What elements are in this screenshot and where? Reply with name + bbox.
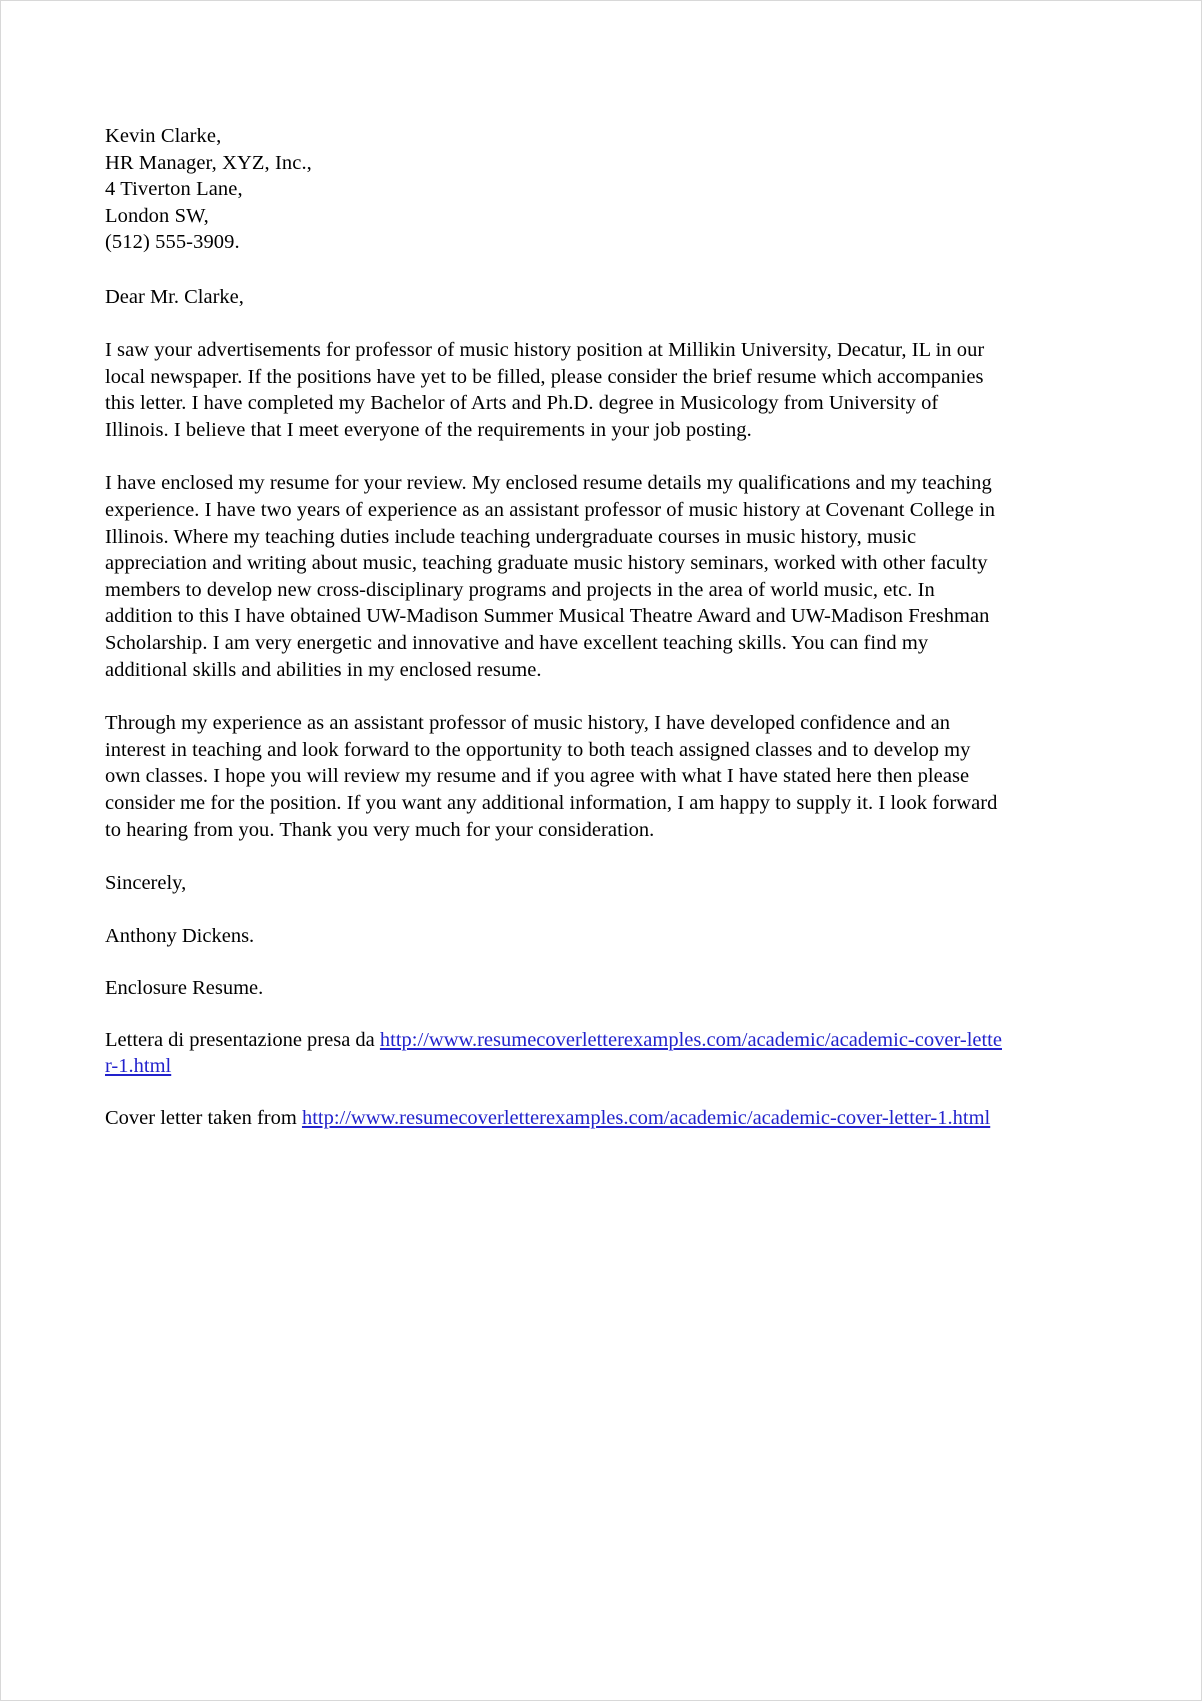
- recipient-name: Kevin Clarke,: [105, 125, 222, 147]
- letter-body: [105, 123, 1005, 1132]
- source-link-italian[interactable]: http://www.resumecoverletterexamples.com/academic/academic-cover-letter-1.html: [105, 1028, 1002, 1078]
- source-link-english[interactable]: http://www.resumecoverletterexamples.com/academic/academic-cover-letter-1.html: [301, 1107, 991, 1130]
- recipient-title: HR Manager, XYZ, Inc.,: [105, 151, 312, 174]
- recipient-city: London SW,: [105, 204, 209, 227]
- attribution-english-prefix: Cover letter taken from: [105, 1107, 302, 1130]
- attribution-italian: [105, 1027, 1005, 1081]
- salutation: Dear Mr. Clarke,: [105, 285, 244, 308]
- attribution-english: [105, 1105, 1005, 1132]
- recipient-street: 4 Tiverton Lane,: [105, 178, 243, 200]
- body-paragraph-1: I saw your advertisements for professor of music history position at Millikin University, Decatur, IL in our local newspaper. If the positions have yet to be filled, please consider the brief resume which accompanies this letter. I have completed my Bachelor of Arts and Ph.D. degree in Musicology from University of Illinois. I believe that I meet everyone of the requirements in your job posting.: [105, 339, 985, 441]
- body-paragraph-3: Through my experience as an assistant professor of music history, I have developed confidence and an interest in teaching and look forward to the opportunity to both teach assigned classes and to develop my own classes. I hope you will review my resume and if you agree with what I have stated here then please consider me for the position. If you want any additional information, I am happy to supply it. I look forward to hearing from you. Thank you very much for your consideration.: [105, 712, 998, 841]
- signature-name: Anthony Dickens.: [105, 924, 255, 947]
- recipient-address-block: [105, 123, 1005, 256]
- closing-line: Sincerely,: [105, 872, 187, 895]
- attribution-italian-prefix: Lettera di presentazione presa da: [105, 1028, 380, 1051]
- body-paragraph-2: I have enclosed my resume for your review. My enclosed resume details my qualifications and my teaching experience. I have two years of experience as an assistant professor of music history at Covenant College in Illinois. Where my teaching duties include teaching undergraduate courses in music history, music appreciation and writing about music, teaching graduate music history seminars, worked with other faculty members to develop new cross-disciplinary programs and projects in the area of world music, etc. In addition to this I have obtained UW-Madison Summer Musical Theatre Award and UW-Madison Freshman Scholarship. I am very energetic and innovative and have excellent teaching skills. You can find my additional skills and abilities in my enclosed resume.: [105, 472, 996, 681]
- enclosure-line: Enclosure Resume.: [105, 977, 264, 1000]
- recipient-phone: (512) 555-3909.: [105, 231, 240, 253]
